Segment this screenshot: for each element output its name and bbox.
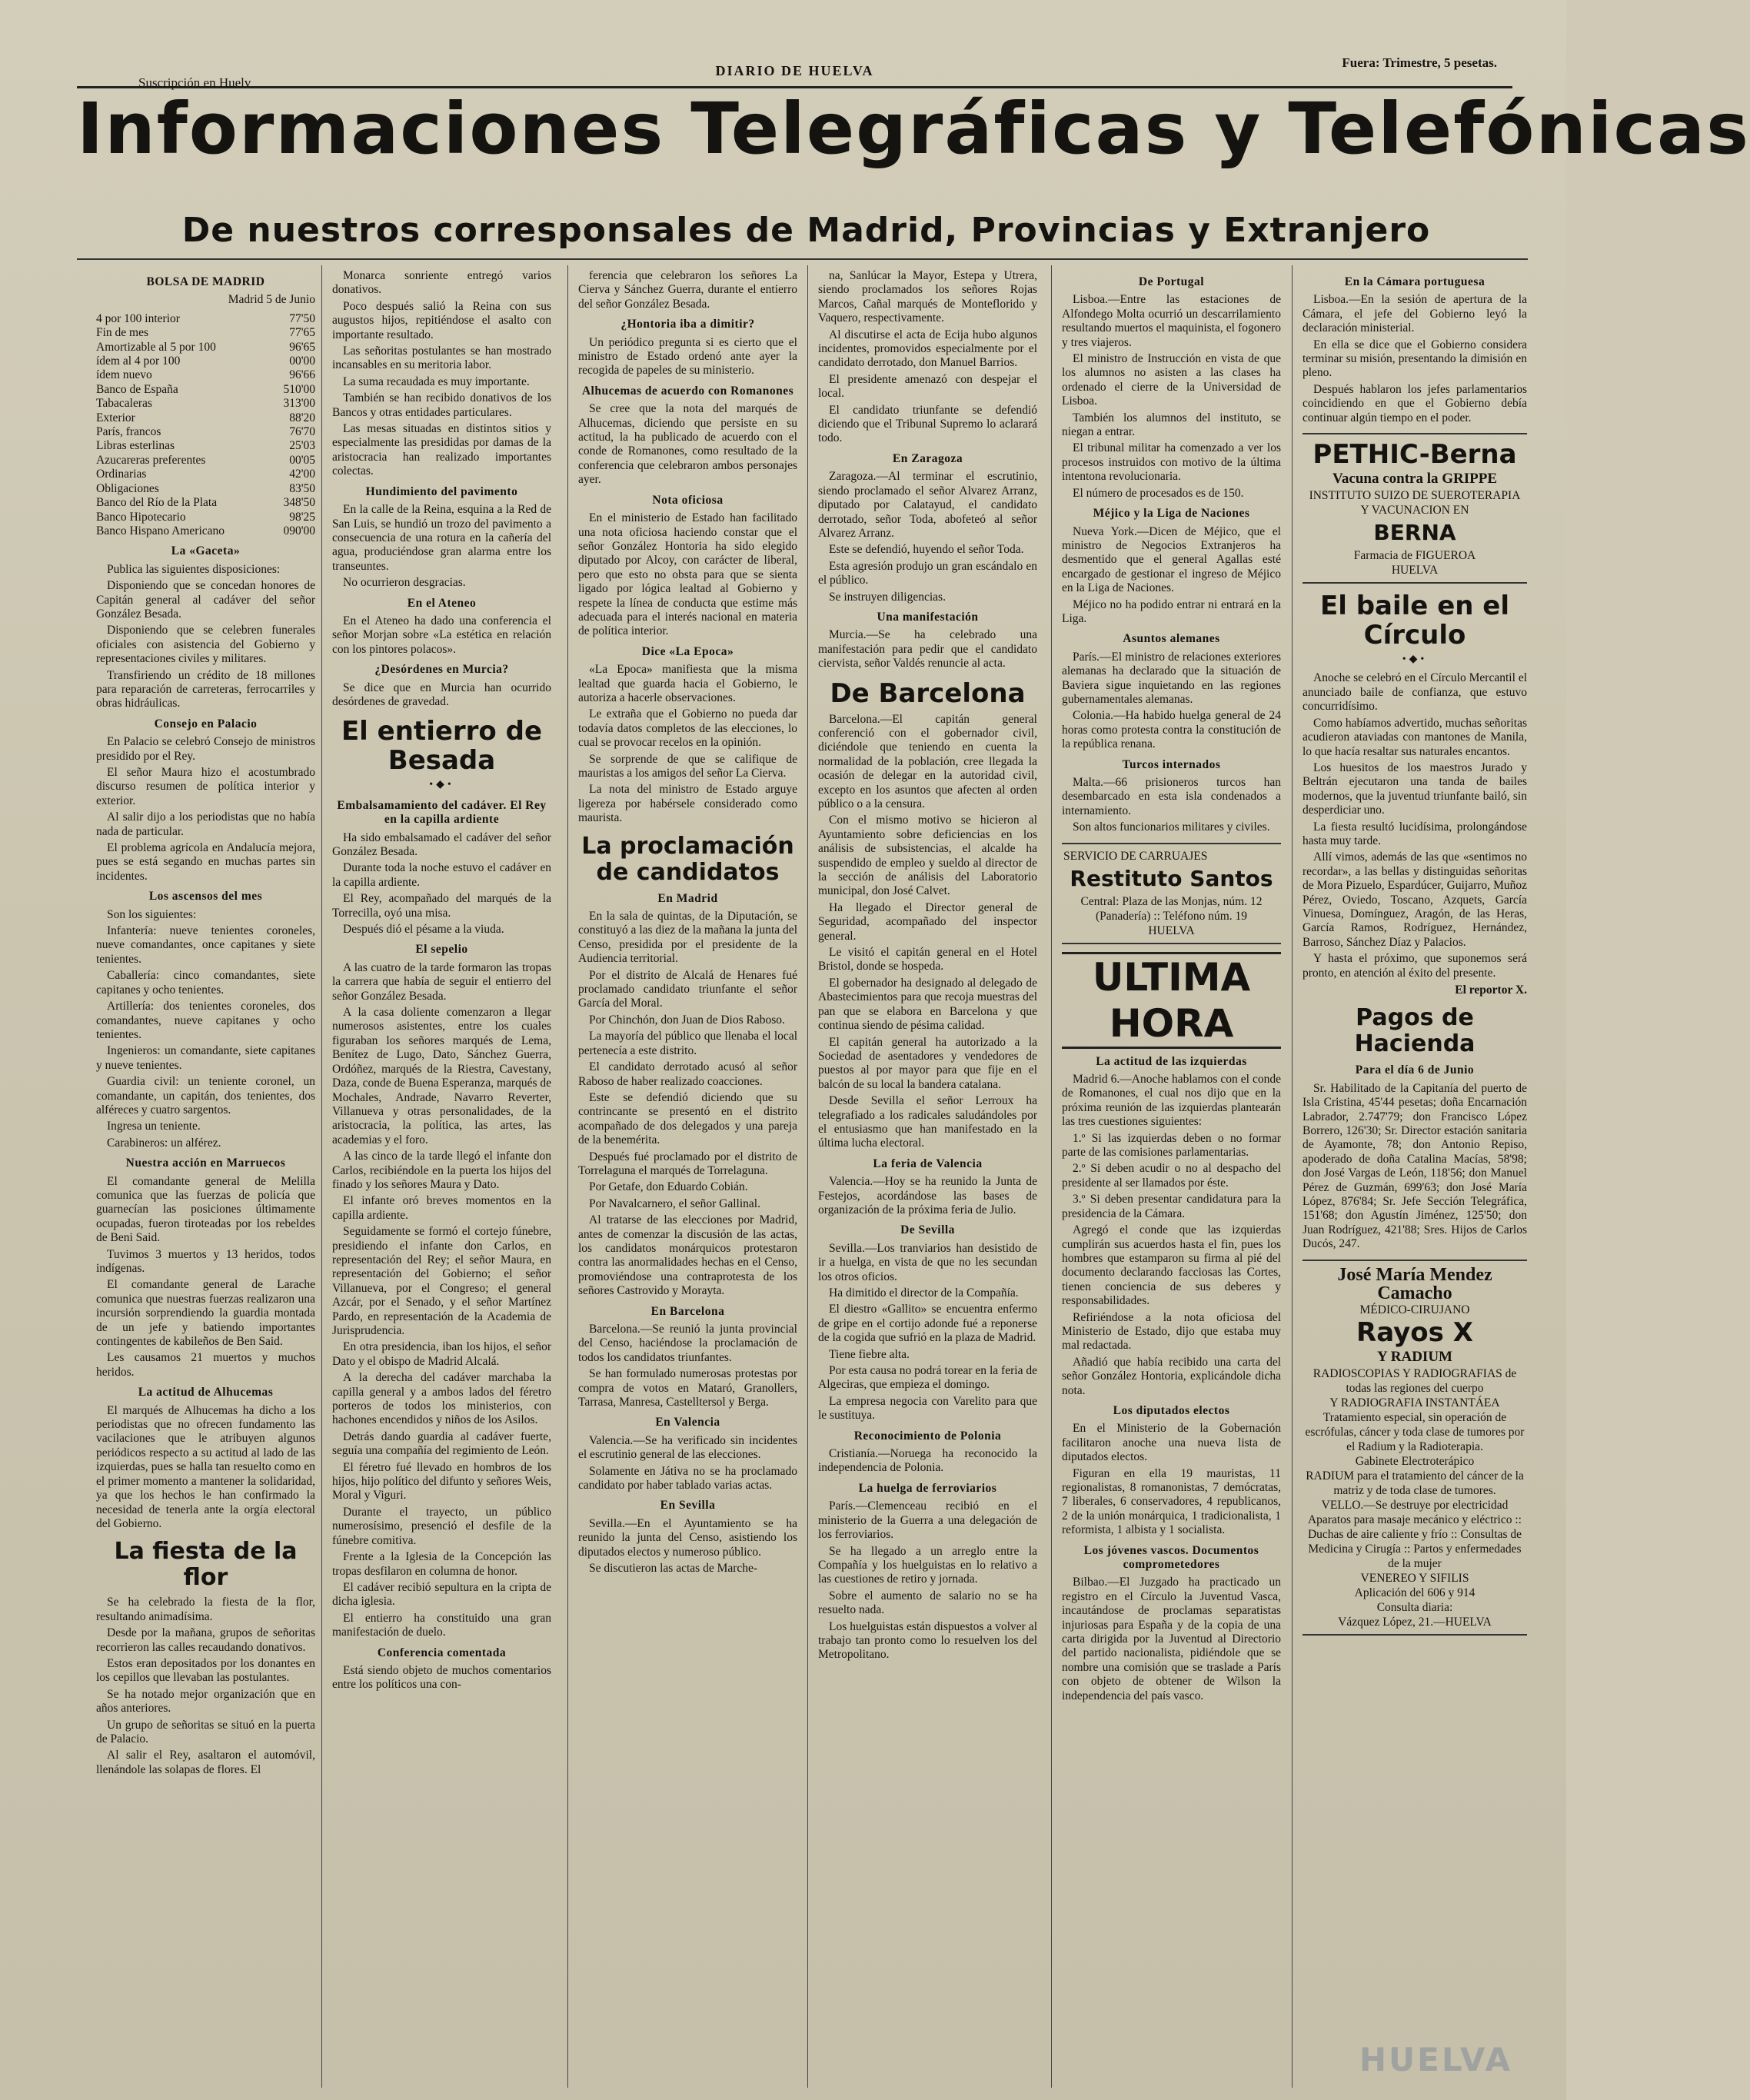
archive-watermark: HUELVA [1359,2041,1512,2078]
column-2 [332,269,551,2092]
paragraph: Añadió que había recibido una carta del señor González Hontoria, explicándole dicha nota. [1062,1355,1281,1397]
paragraph: 3.º Si deben presentar candidatura para la presidencia de la Cámara. [1062,1193,1281,1220]
ad-city: HUELVA [1148,924,1195,937]
stock-list [96,312,315,539]
paragraph: Esta agresión produjo un gran escándalo en el público. [818,559,1037,587]
paragraph: Monarca sonriente entregó varios donativos. [332,269,551,297]
carriage-service-ad [1062,843,1281,944]
column-separator [321,265,322,2088]
stock-row: Amortizable al 5 por 100 96'65 [96,340,315,354]
article-headline: La proclamación de candidatos [581,832,794,886]
paragraph: Después hablaron los jefes parlamentarios coincidiendo en que el Gobierno debía continuar algún tiempo en el poder. [1303,382,1527,424]
paragraph: No ocurrieron desgracias. [343,576,466,590]
section-heading: Nuestra acción en Marruecos [125,1156,286,1170]
paragraph: El comandante general de Melilla comunica que las fuerzas de policía que guarnecían las posiciones últimamente ocupadas, fueron tiroteadas por los rebeldes de Beni Said. [96,1174,315,1245]
paragraph: También se han recibido donativos de los Bancos y otras entidades particulares. [332,391,551,419]
paragraph: En el Ministerio de la Gobernación facilitaron anoche una nueva lista de diputados electos. [1062,1422,1281,1464]
section-heading: Turcos internados [1122,757,1221,771]
paragraph: Con el mismo motivo se hicieron al Ayuntamiento sobre deficiencias en los análisis de subsistencias, el alcalde ha suspendido de empleo y sueldo al director de la sección de análisis del Laboratorio municipal, don José Calvet. [818,814,1037,898]
paragraph: Carabineros: un alférez. [107,1136,221,1150]
paragraph: Son altos funcionarios militares y civiles. [1073,820,1270,834]
section-heading: En Madrid [657,891,718,905]
paragraph: El comandante general de Larache comunica que nuestras fuerzas realizaron una incursión sorprendiendo la guardia montada de un jefe y batiendo importantes contingentes de kabileños de Ben Said. [96,1278,315,1349]
column-separator [1051,265,1052,2088]
paragraph: El problema agrícola en Andalucía mejora, pues se está segando en muchas partes sin incidentes. [96,841,315,883]
paragraph: El infante oró breves momentos en la capilla ardiente. [332,1194,551,1222]
paragraph: Guardia civil: un teniente coronel, un comandante, un capitán, dos tenientes, dos alféreces y cuatro sargentos. [96,1075,315,1117]
article-body [332,269,551,479]
section-heading: La huelga de ferroviarios [858,1481,997,1495]
column-separator [1292,265,1293,2088]
section-heading: La actitud de Alhucemas [138,1386,274,1399]
paragraph: En otra presidencia, iban los hijos, el señor Dato y el obispo de Madrid Alcalá. [332,1340,551,1368]
paragraph: Ha dimitido el director de la Compañía. [829,1286,1019,1300]
paragraph: El candidato derrotado acusó al señor Raboso de haber realizado coacciones. [578,1060,797,1088]
article-body [1062,293,1281,501]
paragraph: Un grupo de señoritas se situó en la puerta de Palacio. [96,1718,315,1746]
newspaper-name: DIARIO DE HUELVA [715,63,874,78]
section-heading: Alhucemas de acuerdo con Romanones [581,384,794,398]
section-heading: BOLSA DE MADRID [146,275,265,288]
column-1 [96,269,315,2092]
section-heading: Hundimiento del pavimento [365,484,518,498]
article-body [1062,1422,1281,1537]
paragraph: Malta.—66 prisioneros turcos han desembarcado en esta isla condenados a internamiento. [1062,776,1281,817]
paragraph: La nota del ministro de Estado arguye ligereza por habérsele considerado como maurista. [578,783,797,825]
article-body [578,910,797,1299]
article-body [1062,1576,1281,1703]
article-body [818,1499,1037,1662]
section-heading: Una manifestación [877,610,979,624]
paragraph: Transfiriendo un crédito de 18 millones para reparación de carreteras, ferrocarriles y obras hidráulicas. [96,668,315,711]
section-heading: La «Gaceta» [171,544,241,558]
paragraph: Tuvimos 3 muertos y 13 heridos, todos indígenas. [96,1247,315,1275]
paragraph: Méjico no ha podido entrar ni entrará en la Liga. [1062,597,1281,625]
section-heading: Los ascensos del mes [148,890,263,904]
paragraph: El Rey, acompañado del marqués de la Torrecilla, oyó una misa. [332,892,551,920]
section-heading: Conferencia comentada [377,1646,507,1659]
section-heading: Asuntos alemanes [1123,632,1220,646]
article-body [332,614,551,657]
paragraph: Y hasta el próximo, que suponemos será pronto, en atención al éxito del presente. [1303,952,1527,980]
paragraph: Le visitó el capitán general en el Hotel Bristol, donde se hospeda. [818,946,1037,973]
paragraph: Colonia.—Ha habido huelga general de 24 horas como protesta contra la constitución de la república renana. [1062,709,1281,751]
ad-line: RADIOSCOPIAS Y RADIOGRAFIAS de todas las regiones del cuerpo [1312,1366,1517,1395]
stock-row: Banco Hispano Americano 090'00 [96,524,315,537]
paragraph: ferencia que celebraron los señores La Cierva y Sánchez Guerra, durante el entierro del señor González Besada. [578,269,797,311]
paragraph: En el ministerio de Estado han facilitado una nota oficiosa haciendo constar que el señor González Hontoria ha sido elegido diputado por Alcoy, con carácter de liberal, pero que esto no obsta para que se sienta ligado por lógica lealtad al Gobierno y respete la línea de conducta que estime más adecuada para el interés nacional en materia de política interior. [578,511,797,638]
stock-row: Azucareras preferentes 00'05 [96,453,315,467]
section-heading: ¿Desórdenes en Murcia? [374,663,509,677]
header-rule [77,258,1528,260]
article-body [96,735,315,884]
paragraph: Los huelguistas están dispuestos a volver al trabajo tan pronto como lo resuelven los del Metropolitano. [818,1619,1037,1662]
paragraph: Murcia.—Se ha celebrado una manifestación para pedir que el candidato ciervista, señor Valdés renuncie al acta. [818,628,1037,671]
paragraph: El presidente amenazó con despejar el local. [818,372,1037,401]
article-body [818,1242,1037,1423]
paragraph: La suma recaudada es muy importante. [343,374,530,388]
section-heading: Para el día 6 de Junio [1355,1063,1475,1077]
paragraph: Son los siguientes: [107,907,197,921]
paragraph: Agregó el conde que las izquierdas cumplirán sus acuerdos hasta el fin, pues los hombres que estamparon su firma al pié del documento declarando facciosas las Cortes, tienen conciencia de sus deberes y responsabilidades. [1062,1223,1281,1308]
paragraph: Bilbao.—El Juzgado ha practicado un registro en el Círculo la Juventud Vasca, incautándose de proclamas separatistas injuriosas para España y de la copia de una carta dirigida por la Juventud al Directorio del partido nacionalista, pidiéndole que se nombre una comisión que se traslade a París con objeto de obtener de Wilson la independencia del país vasco. [1062,1576,1281,1702]
paragraph: 2.º Si deben acudir o no al despacho del presidente al ser llamados por éste. [1062,1162,1281,1190]
page-header [77,55,1512,88]
ad-role: MÉDICO-CIRUJANO [1359,1303,1470,1316]
paragraph: En ella se dice que el Gobierno considera terminar su misión, presentando la dimisión en pleno. [1303,338,1527,380]
paragraph: Lisboa.—Entre las estaciones de Alfondego Molta ocurrió un descarrilamiento resultando muertos el maquinista, el fogonero y tres viajeros. [1062,293,1281,349]
section-heading: La feria de Valencia [873,1156,983,1170]
doctor-ad [1303,1260,1527,1636]
article-body [1303,1082,1527,1252]
column-4 [818,269,1037,2092]
stock-row: ídem al 4 por 100 00'00 [96,354,315,368]
stock-row: Libras esterlinas 25'03 [96,439,315,453]
paragraph: Se ha celebrado la fiesta de la flor, resultando animadísima. [96,1596,315,1623]
ad-line: Farmacia de FIGUEROA [1353,549,1476,563]
paragraph: Está siendo objeto de muchos comentarios entre los políticos una con- [332,1663,551,1692]
byline: El reportor X. [1455,983,1527,997]
article-body [332,961,551,1640]
paragraph: Allí vimos, además de las que «sentimos no recordar», a las bellas y distinguidas señoritas de Mora Pizuelo, Espardúcer, Guijarro, Muñoz Pérez, Oviedo, Toscano, Azquets, García Vinuesa, Domínguez, Aragón, de las Heras, García Ramos, Rodríguez, Hernández, Barroso, Sánchez Díaz y Palacios. [1303,850,1527,949]
ornament: •◆• [1402,654,1428,666]
section-heading: Los jóvenes vascos. Documentos comprometedores [1083,1543,1259,1572]
paragraph: Ingresa un teniente. [107,1120,201,1133]
paragraph: La empresa negocia con Varelito para que le sustituya. [818,1394,1037,1423]
section-heading: En Valencia [655,1416,720,1429]
article-body [96,1404,315,1532]
article-body [1062,525,1281,627]
paragraph: Después fué proclamado por el distrito de Torrelaguna el marqués de Torrelaguna. [578,1150,797,1177]
paragraph: Se discutieron las actas de Marche- [589,1562,758,1576]
paragraph: París.—El ministro de relaciones exteriores alemanas ha declarado que la situación de Baviera sigue inquietando en las regiones gubernamentales alemanas. [1062,650,1281,706]
section-heading: En Sevilla [660,1499,716,1513]
ad-line: VELLO.—Se destruye por electricidad [1321,1498,1509,1512]
column-5 [1062,269,1281,2092]
paragraph: El candidato triunfante se defendió diciendo que el Tribunal Supremo lo aclarará todo. [818,403,1037,445]
paragraph: Sevilla.—En el Ayuntamiento se ha reunido la junta del Censo, asistiendo los diputados electos y numeroso público. [578,1516,797,1559]
paragraph: Este se defendió diciendo que su contrincante se presentó en el distrito acompañado de dos delegados y una pareja de la benemérita. [578,1090,797,1147]
ad-rayos: Rayos X [1356,1316,1473,1348]
paragraph: na, Sanlúcar la Mayor, Estepa y Utrera, siendo proclamados los señores Rojas Marcos, Cañal marqués de Monteflorido y Vaquero, respectivamente. [818,269,1037,325]
paragraph: El marqués de Alhucemas ha dicho a los periodistas que no ofrecen fundamento las vacilaciones que le atribuyen algunos periódicos respecto a su actitud al lado de las izquierdas, pues se halla tan resuelto como en el primer momento a mantener la solidaridad, ya que los hechos le han confirmado la necesidad de tenerla ante la orgía electoral del Gobierno. [96,1403,315,1530]
article-body [96,563,315,711]
stock-row: Banco Hipotecario 98'25 [96,510,315,524]
section-heading: Nota oficiosa [652,493,724,507]
paragraph: Por el distrito de Alcalá de Henares fué proclamado candidato triunfante el señor García del Moral. [578,968,797,1010]
article-body [332,1664,551,1692]
article-body [1303,671,1527,980]
paragraph: A la derecha del cadáver marchaba la capilla general y a ambos lados del féretro porteros de todos los ministerios, con hachones encendidos y niños de los Asilos. [332,1371,551,1427]
article-body [96,908,315,1151]
paragraph: En la calle de la Reina, esquina a la Red de San Luis, se hundió un trozo del pavimento a consecuencia de una rotura en la cañería del agua, produciéndose gran alarma entre los transeuntes. [332,503,551,573]
stock-row: Exterior 88'20 [96,411,315,424]
paragraph: También los alumnos del instituto, se niegan a entrar. [1062,411,1281,439]
paragraph: Lisboa.—En la sesión de apertura de la Cámara, el jefe del Gobierno leyó la declaración ministerial. [1303,293,1527,335]
paragraph: Sr. Habilitado de la Capitanía del puerto de Isla Cristina, 45'44 pesetas; doña Encarnación Labrador, 2.747'79; don Francisco López Borrero, 126'30; Sr. Director estación sanitaria de Ayamonte, 78; don Antonio Repiso, apoderado de doña Catalina Macías, 58'98; don José Vargas de León, 118'56; don Manuel Pérez de Guzmán, 699'63; don José María López, 876'84; Sr. Jefe Sección Telegráfica, 151'68; don Agustín Jiménez, 125'50; don Juan Rodríguez, 421'88; Sres. Hijos de Carlos Ducós, 247. [1303,1081,1527,1251]
paragraph: Seguidamente se formó el cortejo fúnebre, presidiendo el infante don Carlos, en representación del Rey; el señor Maura, en representación del Gobierno; el señor Villanueva, por el Congreso; el general Azcár, por el Senado, y el señor Martínez Pardo, en representación de la Academia de Jurisprudencia. [332,1225,551,1337]
paragraph: Refiriéndose a la nota oficiosa del Ministerio de Estado, dijo que estaba muy mal redactada. [1062,1310,1281,1353]
column-separator [567,265,568,2088]
paragraph: Ha sido embalsamado el cadáver del señor González Besada. [332,830,551,858]
paragraph: Valencia.—Hoy se ha reunido la Junta de Festejos, acordándose las bases de organización de la próxima feria de Julio. [818,1175,1037,1216]
article-body [332,681,551,710]
stock-row: Ordinarias 42'00 [96,468,315,481]
article-body [818,1175,1037,1217]
paragraph: Nueva York.—Dicen de Méjico, que el ministro de Negocios Extranjeros ha desmentido que el general Agallas esté encargado de gestionar el ingreso de Méjico en la Liga de Naciones. [1062,524,1281,595]
last-hour-banner: ULTIMA HORA [1062,952,1281,1049]
article-body [578,663,797,825]
ad-line: Y RADIOGRAFIA INSTANTÁEA [1329,1396,1500,1409]
stock-row: 4 por 100 interior 77'50 [96,311,315,325]
article-body [578,269,797,311]
paragraph: Sevilla.—Los tranviarios han desistido de ir a huelga, en vista de que no les secundan los otros oficios. [818,1241,1037,1283]
paragraph: Disponiendo que se celebren funerales oficiales con asistencia del Gobierno y representaciones civiles y militares. [96,624,315,666]
article-body [578,402,797,487]
section-heading: Dice «La Epoca» [641,644,734,658]
paragraph: La fiesta resultó lucidísima, prolongándose hasta muy tarde. [1303,820,1527,847]
ad-line: HUELVA [1391,564,1439,577]
paragraph: A la casa doliente comenzaron a llegar numerosos asistentes, entre los cuales figuraban los señores marqués de Lema, Benítez de Lugo, Dato, Sánchez Guerra, Ordóñez, marqués de la Riestra, Cavestany, Daza, conde de Buena Esperanza, marqués de Mochales, Andrade, Navarro Reverter, Villanueva y otras personalidades, de la aristocracia, la política, las artes, las academias y el foro. [332,1006,551,1147]
paragraph: Disponiendo que se concedan honores de Capitán general al cadáver del señor González Besada. [96,579,315,621]
section-heading: La actitud de las izquierdas [1096,1054,1247,1068]
paragraph: A las cuatro de la tarde formaron las tropas la carrera que había de seguir el entierro del señor González Besada. [332,960,551,1003]
ad-line: Tratamiento especial, sin operación de escrófulas, cáncer y toda clase de tumores por el Radium y la Radioterapia. [1305,1410,1525,1453]
paragraph: Detrás dando guardia al cadáver fuerte, seguía una compañía del regimiento de León. [332,1429,551,1458]
paragraph: Solamente en Játiva no se ha proclamado candidato por haber tablado varias actas. [578,1464,797,1493]
paragraph: Durante el trayecto, un público numerosísimo, presenció el desfile de la fúnebre comitiva. [332,1505,551,1547]
paragraph: El diestro «Gallito» se encuentra enfermo de gripe en el cortijo adonde fué a reponerse de la cogida que sufrió en la plaza de Madrid. [818,1303,1037,1345]
paragraph: Se han formulado numerosas protestas por compra de votos en Mataró, Granollers, Tarrasa, Manresa, Castelltersol y Berga. [578,1367,797,1409]
article-body [96,1175,315,1380]
article-body [332,503,551,590]
paragraph: La mayoría del público que llenaba el local pertenecía a este distrito. [578,1030,797,1057]
ad-line: Aparatos para masaje mecánico y eléctrico :: Duchas de aire caliente y frío :: Consultas de Medicina y Cirugía :: Partos y enfermedades de la mujer [1307,1513,1522,1570]
ad-line: Vázquez López, 21.—HUELVA [1338,1615,1492,1629]
paragraph: Se dice que en Murcia han ocurrido desórdenes de gravedad. [332,681,551,708]
paragraph: El entierro ha constituido una gran manifestación de duelo. [332,1611,551,1639]
paragraph: Se ha notado mejor organización que en años anteriores. [96,1687,315,1716]
paragraph: Se instruyen diligencias. [829,590,946,604]
ad-line: Vacuna contra la GRIPPE [1332,471,1498,488]
paragraph: Como habíamos advertido, muchas señoritas acudieron ataviadas con mantones de Manila, lo que hacía resaltar sus naturales encantos. [1303,716,1527,758]
masthead-title: Informaciones Telegráficas y Telefónicas [77,88,1750,170]
paragraph: Cristianía.—Noruega ha reconocido la independencia de Polonia. [818,1447,1037,1475]
paragraph: Barcelona.—Se reunió la junta provincial del Censo, haciéndose la proclamación de todos los candidatos triunfantes. [578,1323,797,1364]
stock-row: Fin de mes 77'65 [96,326,315,340]
paragraph: En el Ateneo ha dado una conferencia el señor Morjan sobre «La estética en relación con los pintores polacos». [332,614,551,656]
masthead-subtitle: De nuestros corresponsales de Madrid, Provincias y Extranjero [181,211,1431,250]
paragraph: Caballería: cinco comandantes, siete capitanes y ocho tenientes. [96,969,315,997]
paragraph: Barcelona.—El capitán general conferenció con el gobernador civil, diciéndole que teniendo en cuenta la normalidad de la población, cree llegada la ocasión de delegar en la autoridad civil, excepto en los asuntos que afecten al orden público o a la censura. [818,712,1037,810]
article-headline: El entierro de Besada [341,716,543,777]
paragraph: Les causamos 21 muertos y muchos heridos. [96,1351,315,1379]
section-heading: En Zaragoza [892,451,963,465]
stock-row: París, francos 76'70 [96,425,315,439]
ad-name: José María Mendez Camacho [1337,1264,1492,1303]
paragraph: En Palacio se celebró Consejo de ministros presidido por el Rey. [96,735,315,763]
paragraph: El capitán general ha autorizado a la Sociedad de asentadores y vendedores de puestos al por mayor para que fije en el balcón de su local la bandera catalana. [818,1035,1037,1091]
subscription-local: Suscripción en Huelv [138,75,251,90]
section-heading: En la Cámara portuguesa [1344,275,1486,288]
paragraph: El número de procesados es de 150. [1073,486,1244,500]
ad-line: INSTITUTO SUIZO DE SUEROTERAPIA Y VACUNACION EN [1309,489,1521,518]
article-body [578,511,797,639]
paragraph: Desde por la mañana, grupos de señoritas recorrieron las calles recaudando donativos. [96,1626,315,1654]
paragraph: Al salir el Rey, asaltaron el automóvil, llenándole las solapas de flores. El [96,1749,315,1776]
paragraph: Por esta causa no podrá torear en la feria de Algeciras, que empieza el domingo. [818,1364,1037,1392]
paragraph: El tribunal militar ha comenzado a ver los procesos instruidos con motivo de la última intentona revolucionaria. [1062,441,1281,484]
paragraph: Desde Sevilla el señor Lerroux ha telegrafiado a los radicales saludándoles por el entusiasmo que han manifestado en la última lucha electoral. [818,1094,1037,1150]
paragraph: Por Navalcarnero, el señor Gallinal. [589,1196,760,1210]
paragraph: Se sorprende de que se califique de mauristas a los amigos del señor La Cierva. [578,752,797,780]
section-heading: En Barcelona [650,1304,725,1318]
paragraph: Frente a la Iglesia de la Concepción las tropas desfilaron en columna de honor. [332,1550,551,1578]
paragraph: El ministro de Instrucción en vista de que los alumnos no asisten a las clases ha ordenado el cierre de la Universidad de Lisboa. [1062,352,1281,408]
paragraph: El cadáver recibió sepultura en la cripta de dicha iglesia. [332,1580,551,1609]
ad-line: VENEREO Y SIFILIS [1360,1571,1469,1585]
section-heading: Consejo en Palacio [154,717,258,731]
section-heading: ¿Hontoria iba a dimitir? [620,318,755,331]
paragraph: Artillería: dos tenientes coroneles, dos comandantes, nueve capitanes y ocho tenientes. [96,1000,315,1041]
article-body [818,713,1037,1151]
section-heading: Los diputados electos [1113,1403,1230,1417]
ad-radium: Y RADIUM [1377,1348,1452,1365]
paragraph: Los huesitos de los maestros Jurado y Beltrán ejecutaron una tanda de bailes modernos, que la juventud triunfante bailó, sin desperdiciar uno. [1303,760,1527,817]
section-heading: De Portugal [1138,275,1205,288]
article-body [1062,651,1281,752]
article-body [96,1596,315,1777]
ad-line: RADIUM para el tratamiento del cáncer de la matriz y de toda clase de tumores. [1306,1469,1524,1497]
paragraph: Valencia.—Se ha verificado sin incidentes el escrutinio general de las elecciones. [578,1433,797,1462]
paragraph: Un periódico pregunta si es cierto que el ministro de Estado ordenó ante ayer la recogida de papeles de su ministerio. [578,335,797,378]
paragraph: Poco después salió la Reina con sus augustos hijos, repitiéndose el asalto con importante resultado. [332,299,551,341]
paragraph: El féretro fué llevado en hombros de los hijos, hijo político del difunto y señores Weis, Moral y Viguri. [332,1460,551,1503]
paragraph: París.—Clemenceau recibió en el ministerio de la Guerra a una delegación de los ferroviarios. [818,1499,1037,1542]
paragraph: Durante toda la noche estuvo el cadáver en la capilla ardiente. [332,861,551,889]
ad-line: Gabinete Electroterápico [1355,1454,1475,1468]
paragraph: Al discutirse el acta de Ecija hubo algunos incidentes, promovidos especialmente por el candidato derrotado, don Manuel Barrios. [818,328,1037,370]
dateline: Madrid 5 de Junio [228,293,315,307]
paragraph: Estos eran depositados por los donantes en los cepillos que llevaban las postulantes. [96,1656,315,1685]
stock-row: Obligaciones 83'50 [96,481,315,495]
section-heading: El sepelio [415,943,468,957]
stock-row: Banco del Río de la Plata 348'50 [96,496,315,510]
paragraph: En la sala de quintas, de la Diputación, se constituyó a las diez de la mañana la junta del Censo, presidida por el presidente de la Audiencia territorial. [578,910,797,966]
paragraph: Ingenieros: un comandante, siete capitanes y nueve tenientes. [96,1044,315,1072]
article-headline: De Barcelona [830,677,1026,709]
column-6 [1303,269,1527,2092]
paragraph: Tiene fiebre alta. [829,1347,910,1361]
paragraph: Se ha llegado a un arreglo entre la Compañía y los huelguistas en lo relativo a las cuestiones de retiro y jornada. [818,1544,1037,1586]
article-body [818,269,1037,446]
article-body [578,336,797,378]
ad-city: BERNA [1373,520,1456,546]
paragraph: Zaragoza.—Al terminar el escrutinio, siendo proclamado el señor Alvarez Arranz, diputado por Calatayud, el candidato derrotado, señor Toda, abofeteó al señor Alvarez Arranz. [818,470,1037,540]
article-body [818,628,1037,671]
paragraph: Publica las siguientes disposiciones: [107,562,281,576]
ad-brand: PETHIC-Berna [1312,439,1517,471]
paragraph: Ha llegado el Director general de Seguridad, acompañado del inspector general. [818,900,1037,943]
section-heading: De Sevilla [900,1223,955,1237]
paragraph: 1.º Si las izquierdas deben o no formar parte de las comisiones parlamentarias. [1062,1131,1281,1160]
section-heading: Reconocimiento de Polonia [853,1429,1002,1443]
section-heading: En el Ateneo [407,596,477,610]
section-heading: Embalsamamiento del cadáver. El Rey en la capilla ardiente [337,798,547,827]
paragraph: Las mesas situadas en distintos sitios y especialmente las presididas por damas de la aristocracia han realizado importantes colectas. [332,422,551,478]
paragraph: A las cinco de la tarde llegó el infante don Carlos, recibiéndole en la puerta los hijos del finado y los señores Maura y Dato. [332,1150,551,1191]
stock-row: Banco de España 510'00 [96,382,315,396]
ornament: •◆• [429,779,454,791]
paragraph: Anoche se celebró en el Círculo Mercantil el anunciado baile de confianza, que estuvo concurridísimo. [1303,671,1527,714]
paragraph: El gobernador ha designado al delegado de Abastecimientos para que recoja muestras del pan que se elabora en Barcelona y que continua siendo de pésima calidad. [818,976,1037,1033]
ad-name: Restituto Santos [1070,865,1273,891]
paragraph: Por Chinchón, don Juan de Dios Raboso. [589,1013,785,1027]
paragraph: Por Getafe, don Eduardo Cobián. [589,1180,748,1194]
ad-line: Consulta diaria: [1376,1600,1453,1614]
article-body [578,1517,797,1576]
subscription-outside: Fuera: Trimestre, 5 pesetas. [1342,55,1497,70]
paragraph: Sobre el aumento de salario no se ha resuelto nada. [818,1589,1037,1617]
article-body [1062,776,1281,835]
paragraph: Le extraña que el Gobierno no pueda dar todavía datos completos de las elecciones, lo cual se provocar recelos en la opinión. [578,707,797,750]
vaccine-ad [1303,433,1527,584]
paragraph: Las señoritas postulantes se han mostrado incansables en su meritoria labor. [332,344,551,372]
article-body [578,1434,797,1493]
paragraph: «La Epoca» manifiesta que la misma lealtad que guarda hacia el Gobierno, le autoriza a hacerle observaciones. [578,663,797,704]
stock-row: ídem nuevo 96'66 [96,368,315,382]
ad-line: Aplicación del 606 y 914 [1354,1586,1476,1599]
stock-row: Tabacaleras 313'00 [96,397,315,411]
paragraph: Madrid 6.—Anoche hablamos con el conde de Romanones, el cual nos dijo que en la próxima reunión de las izquierdas plantearán las tres cuestiones siguientes: [1062,1073,1281,1129]
article-body [332,831,551,937]
paragraph: Se cree que la nota del marqués de Alhucemas, diciendo que persiste en su actitud, la ha publicado de acuerdo con el conde de Romanones, como resultado de la conferencia que celebraron ambos personajes ayer. [578,402,797,487]
ad-address: Central: Plaza de las Monjas, núm. 12 (Panadería) :: Teléfono núm. 19 [1080,894,1263,923]
article-body [818,470,1037,604]
paragraph: Al salir dijo a los periodistas que no había nada de particular. [96,810,315,838]
article-body [818,1447,1037,1476]
paragraph: Este se defendió, huyendo el señor Toda. [829,543,1024,557]
paragraph: Infantería: nueve tenientes coroneles, nueve comandantes, once capitanes y siete tenientes. [96,924,315,966]
article-headline: Pagos de Hacienda [1354,1004,1476,1058]
column-3 [578,269,797,2092]
ad-service: SERVICIO DE CARRUAJES [1063,849,1208,863]
article-body [1062,1073,1281,1398]
section-heading: Méjico y la Liga de Naciones [1093,507,1250,521]
article-body [1303,293,1527,425]
column-separator [807,265,808,2088]
article-headline: El baile en el Círculo [1319,591,1510,651]
article-body [578,1323,797,1409]
paragraph: Al tratarse de las elecciones por Madrid, antes de comenzar la discusión de las actas, los candidatos monárquicos protestaron contra las anormalidades hechas en el Censo, promoviéndose una contraprotesta de los señores Castrovido y Morayta. [578,1213,797,1298]
paragraph: Figuran en ella 19 mauristas, 11 regionalistas, 8 romanonistas, 7 demócratas, 7 liberales, 6 conservadores, 4 republicanos, 2 de la unión monárquica, 1 tradicionalista, 1 reformista, 1 albista y 1 socialista. [1062,1466,1281,1537]
article-headline: La fiesta de la flor [114,1538,298,1592]
paragraph: Después dió el pésame a la viuda. [343,923,504,937]
paragraph: El señor Maura hizo el acostumbrado discurso resumen de política interior y exterior. [96,766,315,807]
